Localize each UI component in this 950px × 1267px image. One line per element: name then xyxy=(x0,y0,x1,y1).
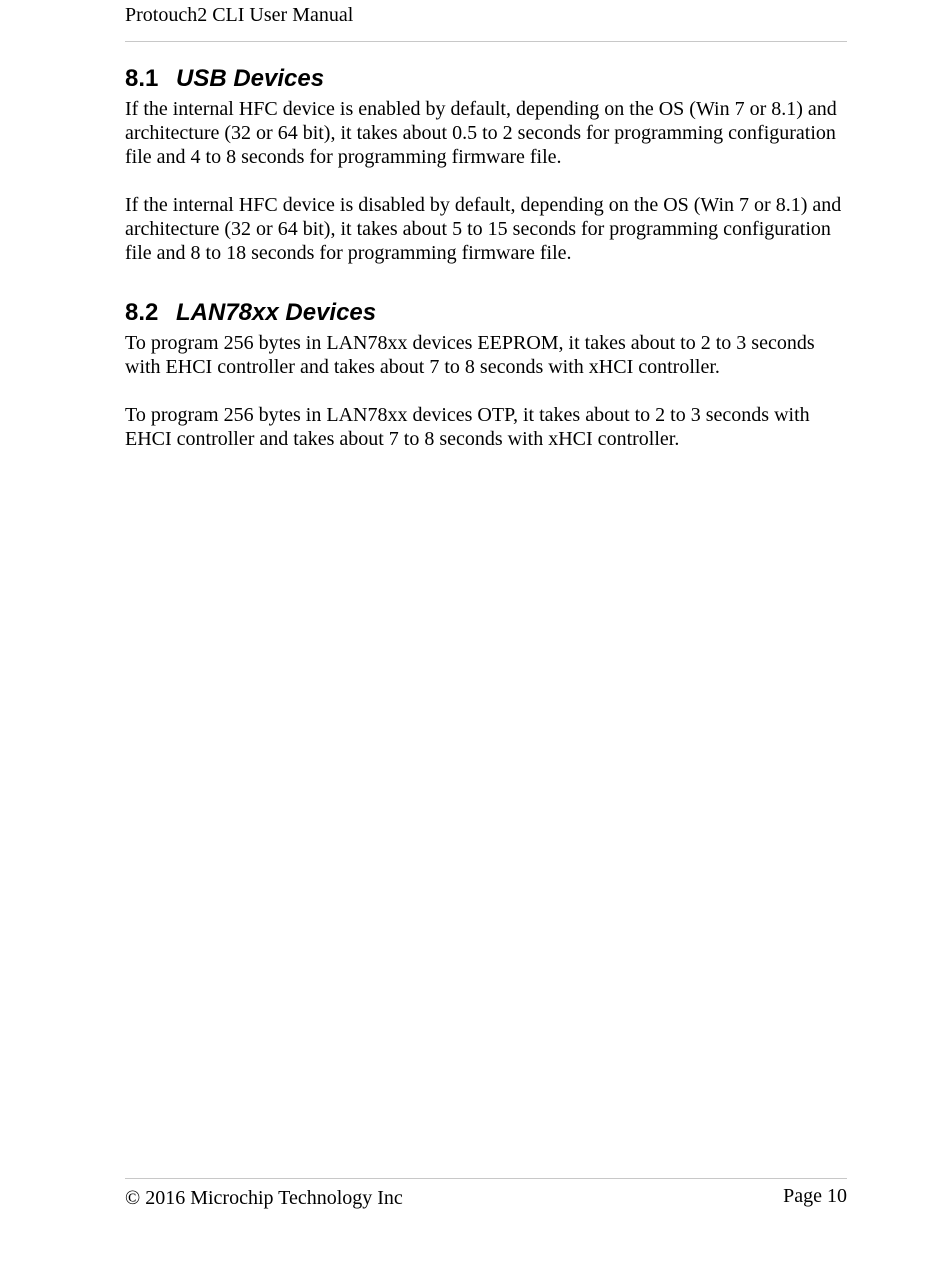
paragraph: To program 256 bytes in LAN78xx devices EEPROM, it takes about to 2 to 3 seconds with EHCI controller and takes about 7 to 8 seconds with xHCI controller. xyxy=(125,332,815,378)
section-number: 8.2 xyxy=(125,299,159,326)
section-title: LAN78xx Devices xyxy=(176,299,377,326)
section-title: USB Devices xyxy=(176,65,325,92)
paragraph: To program 256 bytes in LAN78xx devices OTP, it takes about to 2 to 3 seconds with EHCI controller and takes about 7 to 8 seconds with xHCI controller. xyxy=(125,404,810,450)
section-lan78xx-devices xyxy=(125,298,850,451)
section-heading xyxy=(125,64,850,94)
page-content xyxy=(125,64,850,451)
section-usb-devices xyxy=(125,64,850,265)
paragraph: If the internal HFC device is disabled by default, depending on the OS (Win 7 or 8.1) and architecture (32 or 64 bit), it takes about 5 to 15 seconds for programming configuration file and 8 to 18 seconds for programming firmware file. xyxy=(125,194,842,264)
page-number: Page 10 xyxy=(783,1185,847,1207)
paragraph: If the internal HFC device is enabled by default, depending on the OS (Win 7 or 8.1) and architecture (32 or 64 bit), it takes about 0.5 to 2 seconds for programming configuration file and 4 to 8 seconds for programming firmware file. xyxy=(125,98,837,168)
section-heading xyxy=(125,298,850,328)
document-title: Protouch2 CLI User Manual xyxy=(125,4,354,26)
section-number: 8.1 xyxy=(125,65,159,92)
page-footer xyxy=(125,1178,847,1219)
page-header xyxy=(125,2,847,42)
copyright-notice: © 2016 Microchip Technology Inc xyxy=(125,1187,403,1209)
